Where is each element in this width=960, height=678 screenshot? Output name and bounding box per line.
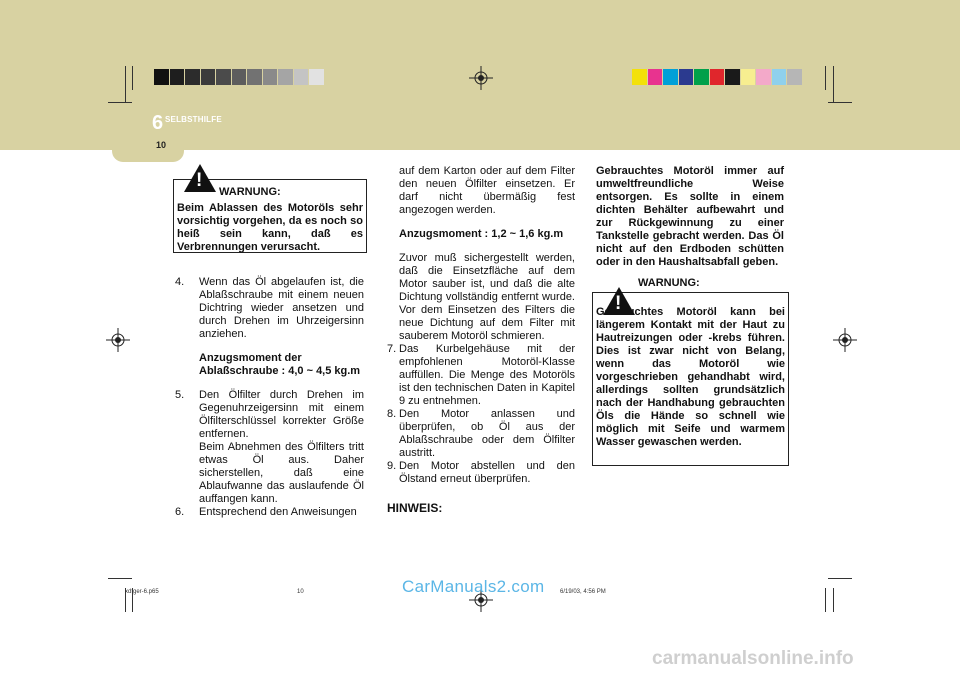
warning-label: WARNUNG: — [638, 277, 700, 289]
crop-mark — [108, 102, 132, 103]
crop-mark — [825, 66, 826, 90]
crop-mark — [828, 578, 852, 579]
crop-mark — [833, 66, 834, 102]
left-steps — [175, 276, 364, 519]
step-text: Entsprechend den Anweisungen — [199, 506, 357, 518]
page-number-tab — [112, 140, 184, 162]
grayscale-calibration-strip — [154, 69, 325, 85]
continued-text: auf dem Karton oder auf dem Filter den neuen Ölfilter einsetzen. Er darf nicht übermäßig fest angezogen werden. — [399, 165, 575, 216]
step-4 — [175, 276, 364, 378]
grayscale-swatch — [216, 69, 231, 85]
step-text: Den Motor anlassen und überprüfen, ob Öl aus der Ablaßschraube oder dem Ölfilter austritt. — [399, 408, 575, 459]
grayscale-swatch — [278, 69, 293, 85]
grayscale-swatch — [247, 69, 262, 85]
page-number: 10 — [156, 140, 167, 150]
middle-steps — [387, 165, 575, 515]
chapter-title: SELBSTHILFE — [165, 115, 222, 124]
grayscale-swatch — [185, 69, 200, 85]
footer-page: 10 — [297, 589, 304, 595]
crop-mark — [132, 66, 133, 90]
note-heading: HINWEIS: — [387, 501, 443, 515]
footer-date: 6/19/03, 4:56 PM — [560, 589, 606, 595]
step-6 — [175, 506, 364, 519]
color-swatch — [725, 69, 740, 85]
color-calibration-strip — [632, 69, 803, 85]
grayscale-swatch — [294, 69, 309, 85]
color-swatch — [710, 69, 725, 85]
grayscale-swatch — [232, 69, 247, 85]
footer-filename: xdfger-6.p65 — [125, 589, 159, 595]
torque-value: Ablaßschraube : 4,0 ~ 4,5 kg.m — [199, 365, 361, 377]
warning-triangle-icon — [184, 164, 216, 192]
torque-value: Anzugsmoment : 1,2 ~ 1,6 kg.m — [399, 228, 564, 240]
watermark-carmanuals: CarManuals2.com — [402, 577, 545, 596]
color-swatch — [756, 69, 771, 85]
grayscale-swatch — [170, 69, 185, 85]
color-swatch — [632, 69, 647, 85]
step-5 — [175, 389, 364, 506]
step-text: Den Ölfilter durch Drehen im Gegenuhrzeigersinn mit einem Ölfilterschlüssel korrekter Größe entfernen. — [199, 389, 364, 440]
grayscale-swatch — [201, 69, 216, 85]
step-9 — [387, 460, 575, 486]
warning-text: Gebrauchtes Motoröl kann bei längerem Kontakt mit der Haut zu Hautreizungen oder -krebs führen. Dies ist zwar nicht von Belang, wenn das Motoröl wie vorgeschrieben gehandhabt wird, allerdings sollten grundsätzlich nach der Handhabung gebrauchten Öls die Hände so schnell wie möglich mit Seife und warmem Wasser gewaschen werden. — [596, 306, 785, 448]
step-8 — [387, 408, 575, 460]
crop-mark — [828, 102, 852, 103]
step-text: Den Motor abstellen und den Ölstand erneut überprüfen. — [399, 460, 575, 485]
step-number: 5. — [175, 389, 185, 401]
color-swatch — [787, 69, 802, 85]
warning-label: WARNUNG: — [219, 186, 281, 198]
step-number: 8. — [387, 408, 397, 420]
step-number: 9. — [387, 460, 397, 472]
crop-mark — [108, 578, 132, 579]
step-number: 7. — [387, 343, 397, 355]
color-swatch — [663, 69, 678, 85]
color-swatch — [648, 69, 663, 85]
registration-mark-icon — [106, 328, 130, 352]
note-text: Gebrauchtes Motoröl immer auf umweltfreundliche Weise entsorgen. Es sollte in einem dichten Behälter aufbewahrt und zur Rückgewinnung zu einer Tankstelle gebracht werden. Das Öl nicht auf den Erdboden schütten oder in den Haushaltsabfall geben. — [596, 165, 784, 268]
torque-label: Anzugsmoment der — [199, 352, 302, 364]
color-swatch — [679, 69, 694, 85]
color-swatch — [741, 69, 756, 85]
chapter-number: 6 — [152, 112, 164, 134]
crop-mark — [825, 588, 826, 612]
grayscale-swatch — [309, 69, 324, 85]
crop-mark — [833, 588, 834, 612]
step-text-note: Beim Abnehmen des Ölfilters tritt etwas Öl aus. Daher sicherstellen, daß eine Ablaufwanne das auslaufende Öl auffangen kann. — [199, 441, 364, 505]
step-text: Das Kurbelgehäuse mit der empfohlenen Motoröl-Klasse auffüllen. Die Menge des Motoröls ist den technischen Daten in Kapitel 9 zu entnehmen. — [399, 343, 575, 407]
step-number: 6. — [175, 506, 185, 518]
step-text: Wenn das Öl abgelaufen ist, die Ablaßschraube mit einem neuen Dichtring wieder ansetzen und durch Drehen im Uhrzeigersinn anziehen. — [199, 276, 364, 340]
registration-mark-icon — [833, 328, 857, 352]
color-swatch — [694, 69, 709, 85]
step-number: 4. — [175, 276, 185, 288]
grayscale-swatch — [154, 69, 169, 85]
step-7 — [387, 343, 575, 408]
crop-mark — [125, 66, 126, 102]
warning-triangle-icon — [603, 287, 635, 315]
grayscale-swatch — [263, 69, 278, 85]
paragraph: Zuvor muß sichergestellt werden, daß die Einsetzfläche auf dem Motor sauber ist, und daß die alte Dichtung vollständig entfernt wurde. Vor dem Einsetzen des Filters die neue Dichtung auf dem Filter mit sauberem Motoröl schmieren. — [399, 252, 575, 342]
registration-mark-icon — [469, 66, 493, 90]
warning-box-right — [592, 292, 789, 466]
watermark-site: carmanualsonline.info — [652, 648, 854, 669]
warning-text: Beim Ablassen des Motoröls sehr vorsichtig vorgehen, da es noch so heiß sein kann, daß es Verbrennungen verursacht. — [177, 202, 363, 253]
color-swatch — [772, 69, 787, 85]
